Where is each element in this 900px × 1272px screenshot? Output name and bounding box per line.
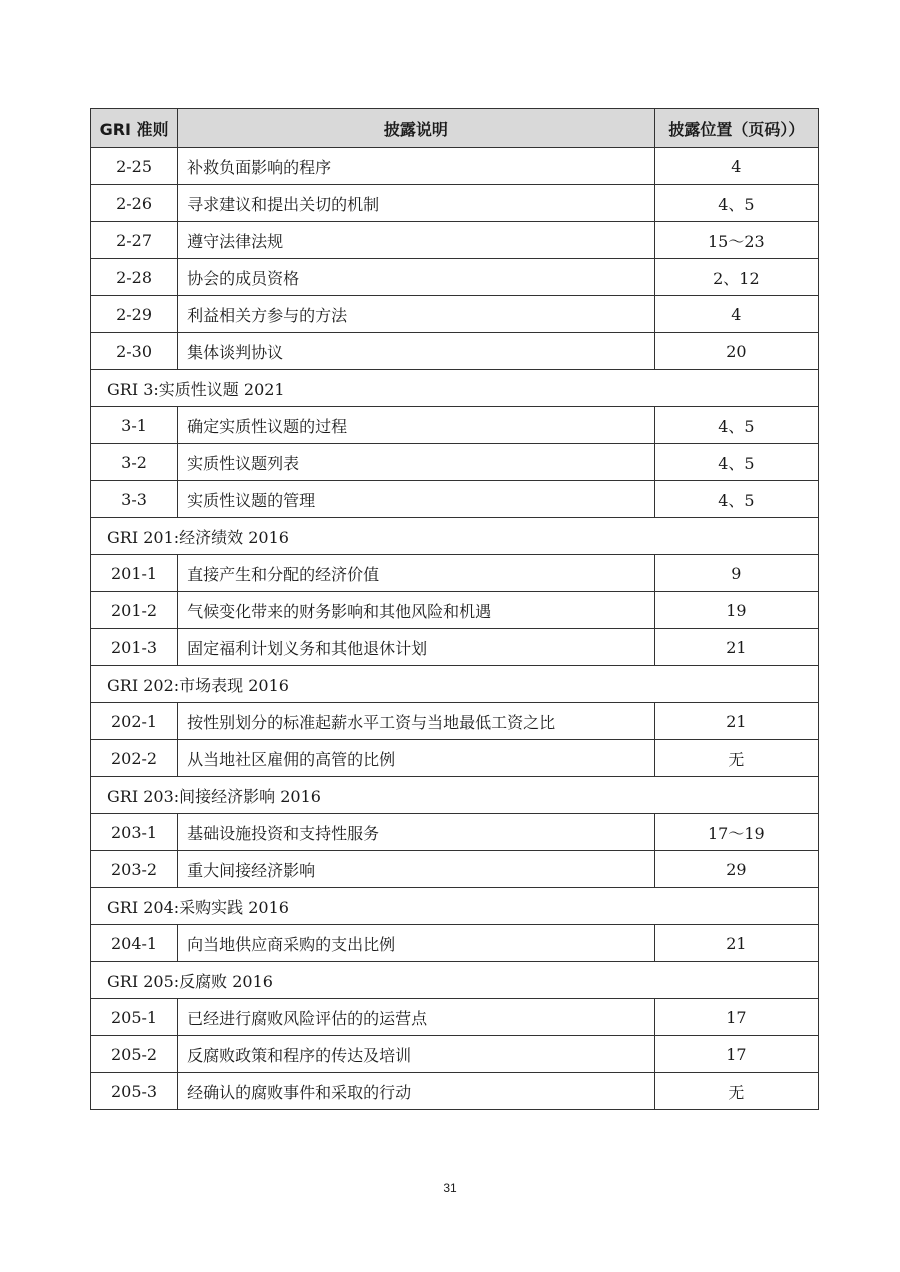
disclosure-code: 2-27 (91, 222, 178, 259)
disclosure-code: 203-2 (91, 851, 178, 888)
disclosure-description: 遵守法律法规 (178, 222, 655, 259)
disclosure-description: 经确认的腐败事件和采取的行动 (178, 1073, 655, 1110)
disclosure-code: 2-30 (91, 333, 178, 370)
table-row (91, 814, 819, 851)
section-title: GRI 203:间接经济影响 2016 (91, 777, 819, 814)
disclosure-code: 2-25 (91, 148, 178, 185)
table-row (91, 592, 819, 629)
section-row (91, 370, 819, 407)
page-reference: 4、5 (654, 407, 818, 444)
table-row (91, 222, 819, 259)
disclosure-code: 3-1 (91, 407, 178, 444)
disclosure-description: 直接产生和分配的经济价值 (178, 555, 655, 592)
disclosure-code: 205-3 (91, 1073, 178, 1110)
disclosure-description: 实质性议题的管理 (178, 481, 655, 518)
disclosure-code: 202-2 (91, 740, 178, 777)
page-reference: 21 (654, 925, 818, 962)
table-row (91, 629, 819, 666)
disclosure-description: 气候变化带来的财务影响和其他风险和机遇 (178, 592, 655, 629)
page-reference: 4 (654, 296, 818, 333)
section-title: GRI 3:实质性议题 2021 (91, 370, 819, 407)
disclosure-description: 重大间接经济影响 (178, 851, 655, 888)
disclosure-code: 3-3 (91, 481, 178, 518)
disclosure-code: 201-3 (91, 629, 178, 666)
table-row (91, 851, 819, 888)
table-row (91, 1036, 819, 1073)
table-row (91, 481, 819, 518)
page-reference: 20 (654, 333, 818, 370)
page-reference: 2、12 (654, 259, 818, 296)
table-row (91, 259, 819, 296)
disclosure-description: 按性别划分的标准起薪水平工资与当地最低工资之比 (178, 703, 655, 740)
page-reference: 17～19 (654, 814, 818, 851)
page-reference: 21 (654, 703, 818, 740)
header-page-location: 披露位置（页码）） (654, 109, 818, 148)
disclosure-code: 2-26 (91, 185, 178, 222)
page-reference: 4 (654, 148, 818, 185)
disclosure-code: 3-2 (91, 444, 178, 481)
disclosure-code: 201-1 (91, 555, 178, 592)
disclosure-description: 利益相关方参与的方法 (178, 296, 655, 333)
disclosure-description: 反腐败政策和程序的传达及培训 (178, 1036, 655, 1073)
table-row (91, 555, 819, 592)
page-reference: 17 (654, 999, 818, 1036)
section-title: GRI 202:市场表现 2016 (91, 666, 819, 703)
disclosure-description: 确定实质性议题的过程 (178, 407, 655, 444)
page-reference: 9 (654, 555, 818, 592)
page-reference: 4、5 (654, 185, 818, 222)
table-row (91, 999, 819, 1036)
disclosure-code: 2-28 (91, 259, 178, 296)
section-row (91, 888, 819, 925)
header-gri-standard: GRI 准则 (91, 109, 178, 148)
disclosure-description: 固定福利计划义务和其他退休计划 (178, 629, 655, 666)
disclosure-description: 补救负面影响的程序 (178, 148, 655, 185)
table-row (91, 444, 819, 481)
page-reference: 4、5 (654, 444, 818, 481)
table-row (91, 148, 819, 185)
section-row (91, 777, 819, 814)
table-row (91, 740, 819, 777)
table-row (91, 703, 819, 740)
header-disclosure: 披露说明 (178, 109, 655, 148)
disclosure-description: 已经进行腐败风险评估的的运营点 (178, 999, 655, 1036)
section-title: GRI 201:经济绩效 2016 (91, 518, 819, 555)
page-reference: 19 (654, 592, 818, 629)
disclosure-description: 向当地供应商采购的支出比例 (178, 925, 655, 962)
disclosure-code: 205-1 (91, 999, 178, 1036)
page-reference: 无 (654, 740, 818, 777)
page-reference: 无 (654, 1073, 818, 1110)
disclosure-code: 203-1 (91, 814, 178, 851)
disclosure-code: 204-1 (91, 925, 178, 962)
disclosure-description: 基础设施投资和支持性服务 (178, 814, 655, 851)
table-row (91, 1073, 819, 1110)
page-reference: 4、5 (654, 481, 818, 518)
section-row (91, 518, 819, 555)
table-body (91, 148, 819, 1110)
page-reference: 15～23 (654, 222, 818, 259)
table-row (91, 333, 819, 370)
disclosure-code: 201-2 (91, 592, 178, 629)
section-title: GRI 205:反腐败 2016 (91, 962, 819, 999)
section-row (91, 962, 819, 999)
disclosure-description: 从当地社区雇佣的高管的比例 (178, 740, 655, 777)
disclosure-code: 202-1 (91, 703, 178, 740)
table-row (91, 407, 819, 444)
disclosure-description: 实质性议题列表 (178, 444, 655, 481)
page-reference: 17 (654, 1036, 818, 1073)
table-row (91, 925, 819, 962)
disclosure-description: 集体谈判协议 (178, 333, 655, 370)
table-header-row (91, 109, 819, 148)
disclosure-description: 协会的成员资格 (178, 259, 655, 296)
page-number: 31 (443, 1181, 457, 1195)
disclosure-code: 205-2 (91, 1036, 178, 1073)
table-row (91, 296, 819, 333)
disclosure-code: 2-29 (91, 296, 178, 333)
page-reference: 29 (654, 851, 818, 888)
section-title: GRI 204:采购实践 2016 (91, 888, 819, 925)
section-row (91, 666, 819, 703)
page-reference: 21 (654, 629, 818, 666)
gri-index-table (90, 108, 819, 1110)
disclosure-description: 寻求建议和提出关切的机制 (178, 185, 655, 222)
table-row (91, 185, 819, 222)
